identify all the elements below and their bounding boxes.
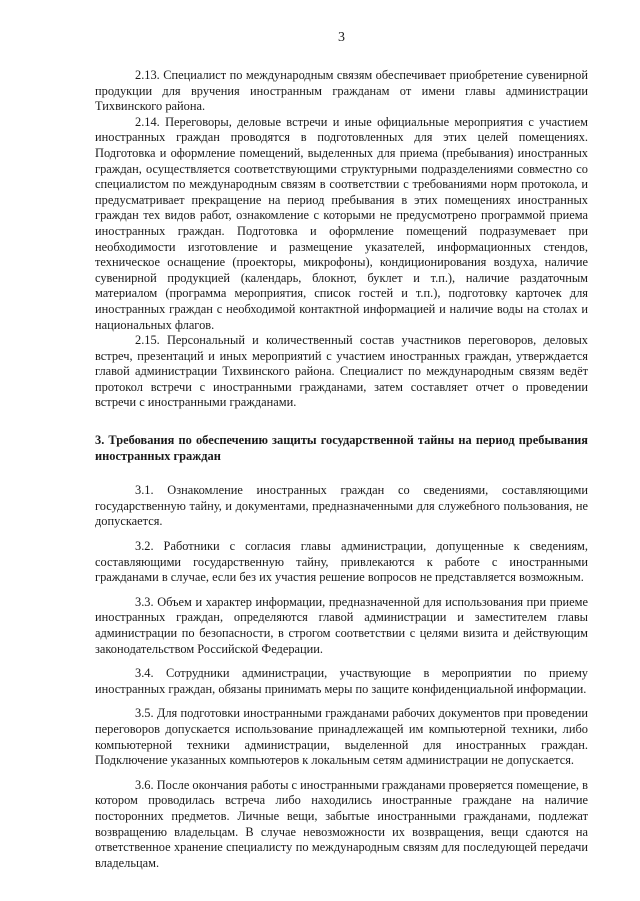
paragraph-3-3: 3.3. Объем и характер информации, предназначенной для использования при приеме иностранных граждан, определяются главой администрации и заместителем главы администрации по безопасности, в строгом соответствии с целями визита и действующим законодательством Российской Федерации.	[95, 594, 588, 656]
paragraph-3-1: 3.1. Ознакомление иностранных граждан со сведениями, составляющими государственную тайну, и документами, предназначенными для служебного пользования, не допускается.	[95, 483, 588, 529]
paragraph-3-5: 3.5. Для подготовки иностранными гражданами рабочих документов при проведении переговоров допускается использование принадлежащей им компьютерной техники, либо компьютерной техники администрации, выделенной для иностранных граждан. Подключение указанных компьютеров к локальным сетям администрации не допускается.	[95, 706, 588, 768]
paragraph-3-2: 3.2. Работники с согласия главы администрации, допущенные к сведениям, составляющими государственную тайну, привлекаются к работе с иностранными гражданами в случае, если без их участия решение вопросов не представляется возможным.	[95, 539, 588, 585]
paragraph-2-13: 2.13. Специалист по международным связям обеспечивает приобретение сувенирной продукции для вручения иностранным гражданам от имени главы администрации Тихвинского района.	[95, 68, 588, 114]
section-3-heading: 3. Требования по обеспечению защиты государственной тайны на период пребывания иностранных граждан	[95, 433, 588, 463]
page-number: 3	[338, 30, 345, 45]
paragraph-2-14: 2.14. Переговоры, деловые встречи и иные официальные мероприятия с участием иностранных граждан проводятся в подготовленных для этих целей помещениях. Подготовка и оформление помещений, выделенных для приема (пребывания) иностранных граждан, осуществляется соответствующими структурными подразделениями совместно со специалистом по международным связям в соответствии с требованиями норм протокола, и предусматривает прекращение на период пребывания в этих помещениях иностранных граждан тех видов работ, ознакомление с которыми не предусмотрено программой приема иностранных граждан. Подготовка и оформление помещений подразумевает при необходимости изготовление и размещение указателей, информационных стендов, техническое оснащение (проекторы, микрофоны), кондиционирования воздуха, наличие сувенирной продукцией (календарь, блокнот, буклет и т.п.), наличие раздаточным материалом (программа мероприятия, список гостей и т.п.), подготовку карточек для иностранных граждан с необходимой контактной информацией и наличие воды на столах и национальных флагов.	[95, 114, 588, 332]
paragraph-2-15: 2.15. Персональный и количественный состав участников переговоров, деловых встреч, презентаций и иных мероприятий с участием иностранных граждан, утверждается главой администрации Тихвинского района. Специалист по международным связям ведёт протокол встречи с иностранными гражданами, затем составляет отчет о проведении встречи с иностранными гражданами.	[95, 333, 588, 410]
paragraph-3-6: 3.6. После окончания работы с иностранными гражданами проверяется помещение, в котором проводилась встреча либо находились иностранные граждане на наличие посторонних предметов. Личные вещи, забытые иностранными гражданами, подлежат возвращению владельцам. В случае невозможности их возвращения, вещи сдаются на ответственное хранение специалисту по международным связям для последующей передачи владельцам.	[95, 777, 588, 870]
paragraph-3-4: 3.4. Сотрудники администрации, участвующие в мероприятии по приему иностранных граждан, обязаны принимать меры по защите конфиденциальной информации.	[95, 666, 588, 696]
